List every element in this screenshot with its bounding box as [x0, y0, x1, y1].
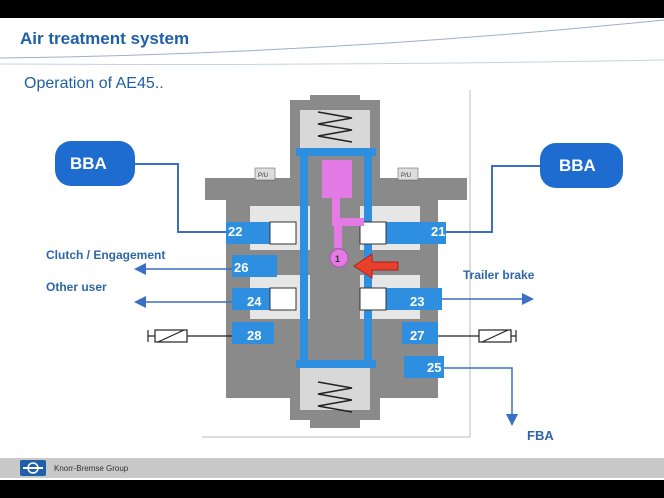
label-trailer-brake: Trailer brake — [463, 268, 535, 282]
swoosh-line — [0, 60, 664, 65]
tank-left-label: BBA — [70, 154, 107, 173]
pu-label-right: P/U — [401, 173, 412, 179]
port-27: 27 — [410, 328, 425, 343]
label-other-user: Other user — [46, 280, 107, 294]
logo-icon — [20, 460, 46, 476]
footer-company: Knorr-Bremse Group — [54, 464, 129, 473]
tank-right — [540, 143, 623, 188]
tank-right-label: BBA — [559, 156, 596, 175]
slide-title: Air treatment system — [20, 29, 190, 48]
tank-left — [55, 141, 135, 186]
bottom-bar — [0, 480, 664, 498]
port-23: 23 — [410, 294, 425, 309]
plug-symbol-left — [148, 330, 232, 342]
port-1-label: 1 — [335, 254, 341, 264]
port-25: 25 — [427, 360, 442, 375]
pu-label-left: P/U — [258, 173, 269, 179]
label-clutch-engagement: Clutch / Engagement — [46, 248, 166, 262]
swoosh-line — [0, 20, 664, 58]
port-24: 24 — [247, 294, 262, 309]
output-arrow-fba — [444, 368, 512, 420]
port-21: 21 — [431, 224, 446, 239]
port-22: 22 — [228, 224, 243, 239]
label-fba: FBA — [527, 428, 554, 443]
pu-block-left — [255, 168, 275, 180]
plug-symbol-right — [438, 330, 516, 342]
port-28: 28 — [247, 328, 262, 343]
company-logo — [20, 460, 46, 476]
port-26: 26 — [234, 260, 249, 275]
pu-block-right — [398, 168, 418, 180]
slide-subtitle: Operation of AE45.. — [24, 75, 164, 92]
